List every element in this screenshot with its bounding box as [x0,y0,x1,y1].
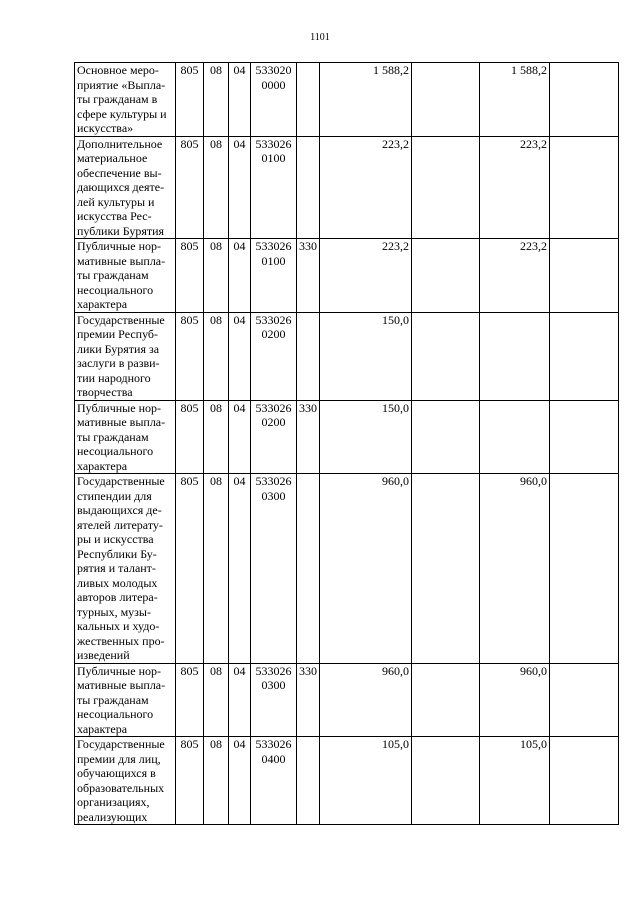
amount-col3: 1 588,2 [480,63,550,137]
table-row [75,136,619,239]
amount-col2 [412,663,480,737]
ministry-code: 805 [176,136,204,239]
amount-total: 150,0 [320,312,412,400]
section-code: 08 [204,400,229,474]
row-name: Публичные нор- мативные выпла- ты гражданам несоциального характера [75,663,176,737]
section-code: 08 [204,136,229,239]
amount-total: 223,2 [320,239,412,313]
amount-col2 [412,400,480,474]
budget-table [74,62,619,825]
table-row [75,63,619,137]
row-name: Дополнительное материальное обеспечение вы- дающихся деяте- лей культуры и искусства Рес- публики Бурятия [75,136,176,239]
amount-total: 1 588,2 [320,63,412,137]
target-article-code: 533026 0400 [251,737,297,825]
amount-total: 150,0 [320,400,412,474]
ministry-code: 805 [176,474,204,664]
expense-type-code [297,474,320,664]
row-name: Государственные премии Респуб- лики Бурятия за заслуги в разви- тии народного творчества [75,312,176,400]
amount-col4 [550,312,619,400]
amount-col3 [480,400,550,474]
subsection-code: 04 [229,474,251,664]
section-code: 08 [204,663,229,737]
expense-type-code [297,63,320,137]
table-row [75,239,619,313]
target-article-code: 533026 0300 [251,663,297,737]
subsection-code: 04 [229,663,251,737]
subsection-code: 04 [229,239,251,313]
section-code: 08 [204,312,229,400]
expense-type-code [297,737,320,825]
amount-col2 [412,239,480,313]
target-article-code: 533026 0200 [251,312,297,400]
subsection-code: 04 [229,136,251,239]
amount-col2 [412,312,480,400]
section-code: 08 [204,474,229,664]
amount-col3: 223,2 [480,136,550,239]
section-code: 08 [204,63,229,137]
amount-col2 [412,63,480,137]
amount-col4 [550,136,619,239]
amount-col4 [550,474,619,664]
ministry-code: 805 [176,737,204,825]
target-article-code: 533026 0100 [251,136,297,239]
section-code: 08 [204,737,229,825]
table-row [75,474,619,664]
amount-col2 [412,737,480,825]
table-row [75,400,619,474]
subsection-code: 04 [229,400,251,474]
row-name: Публичные нор- мативные выпла- ты гражданам несоциального характера [75,239,176,313]
amount-total: 105,0 [320,737,412,825]
amount-col4 [550,663,619,737]
target-article-code: 533026 0300 [251,474,297,664]
amount-col4 [550,239,619,313]
ministry-code: 805 [176,63,204,137]
ministry-code: 805 [176,400,204,474]
table-row [75,663,619,737]
ministry-code: 805 [176,239,204,313]
ministry-code: 805 [176,312,204,400]
amount-col2 [412,474,480,664]
row-name: Государственные премии для лиц, обучающихся в образовательных организациях, реализующих [75,737,176,825]
amount-col4 [550,63,619,137]
target-article-code: 533020 0000 [251,63,297,137]
expense-type-code [297,312,320,400]
amount-col3: 960,0 [480,663,550,737]
amount-col3: 105,0 [480,737,550,825]
amount-col4 [550,400,619,474]
amount-col3: 960,0 [480,474,550,664]
amount-col4 [550,737,619,825]
target-article-code: 533026 0200 [251,400,297,474]
page-number: 1101 [310,32,330,43]
expense-type-code: 330 [297,663,320,737]
amount-col3 [480,312,550,400]
ministry-code: 805 [176,663,204,737]
amount-col3: 223,2 [480,239,550,313]
row-name: Государственные стипендии для выдающихся де- ятелей литерату- ры и искусства Республики Бу- рятия и талант- ливых молодых авторов литера- турных, музы- кальных и худо- жественных про- изведений [75,474,176,664]
expense-type-code: 330 [297,239,320,313]
table-row [75,737,619,825]
table-row [75,312,619,400]
subsection-code: 04 [229,312,251,400]
expense-type-code [297,136,320,239]
row-name: Основное меро- приятие «Выпла- ты гражданам в сфере культуры и искусства» [75,63,176,137]
row-name: Публичные нор- мативные выпла- ты гражданам несоциального характера [75,400,176,474]
amount-total: 223,2 [320,136,412,239]
amount-total: 960,0 [320,474,412,664]
target-article-code: 533026 0100 [251,239,297,313]
section-code: 08 [204,239,229,313]
subsection-code: 04 [229,737,251,825]
subsection-code: 04 [229,63,251,137]
amount-total: 960,0 [320,663,412,737]
amount-col2 [412,136,480,239]
expense-type-code: 330 [297,400,320,474]
